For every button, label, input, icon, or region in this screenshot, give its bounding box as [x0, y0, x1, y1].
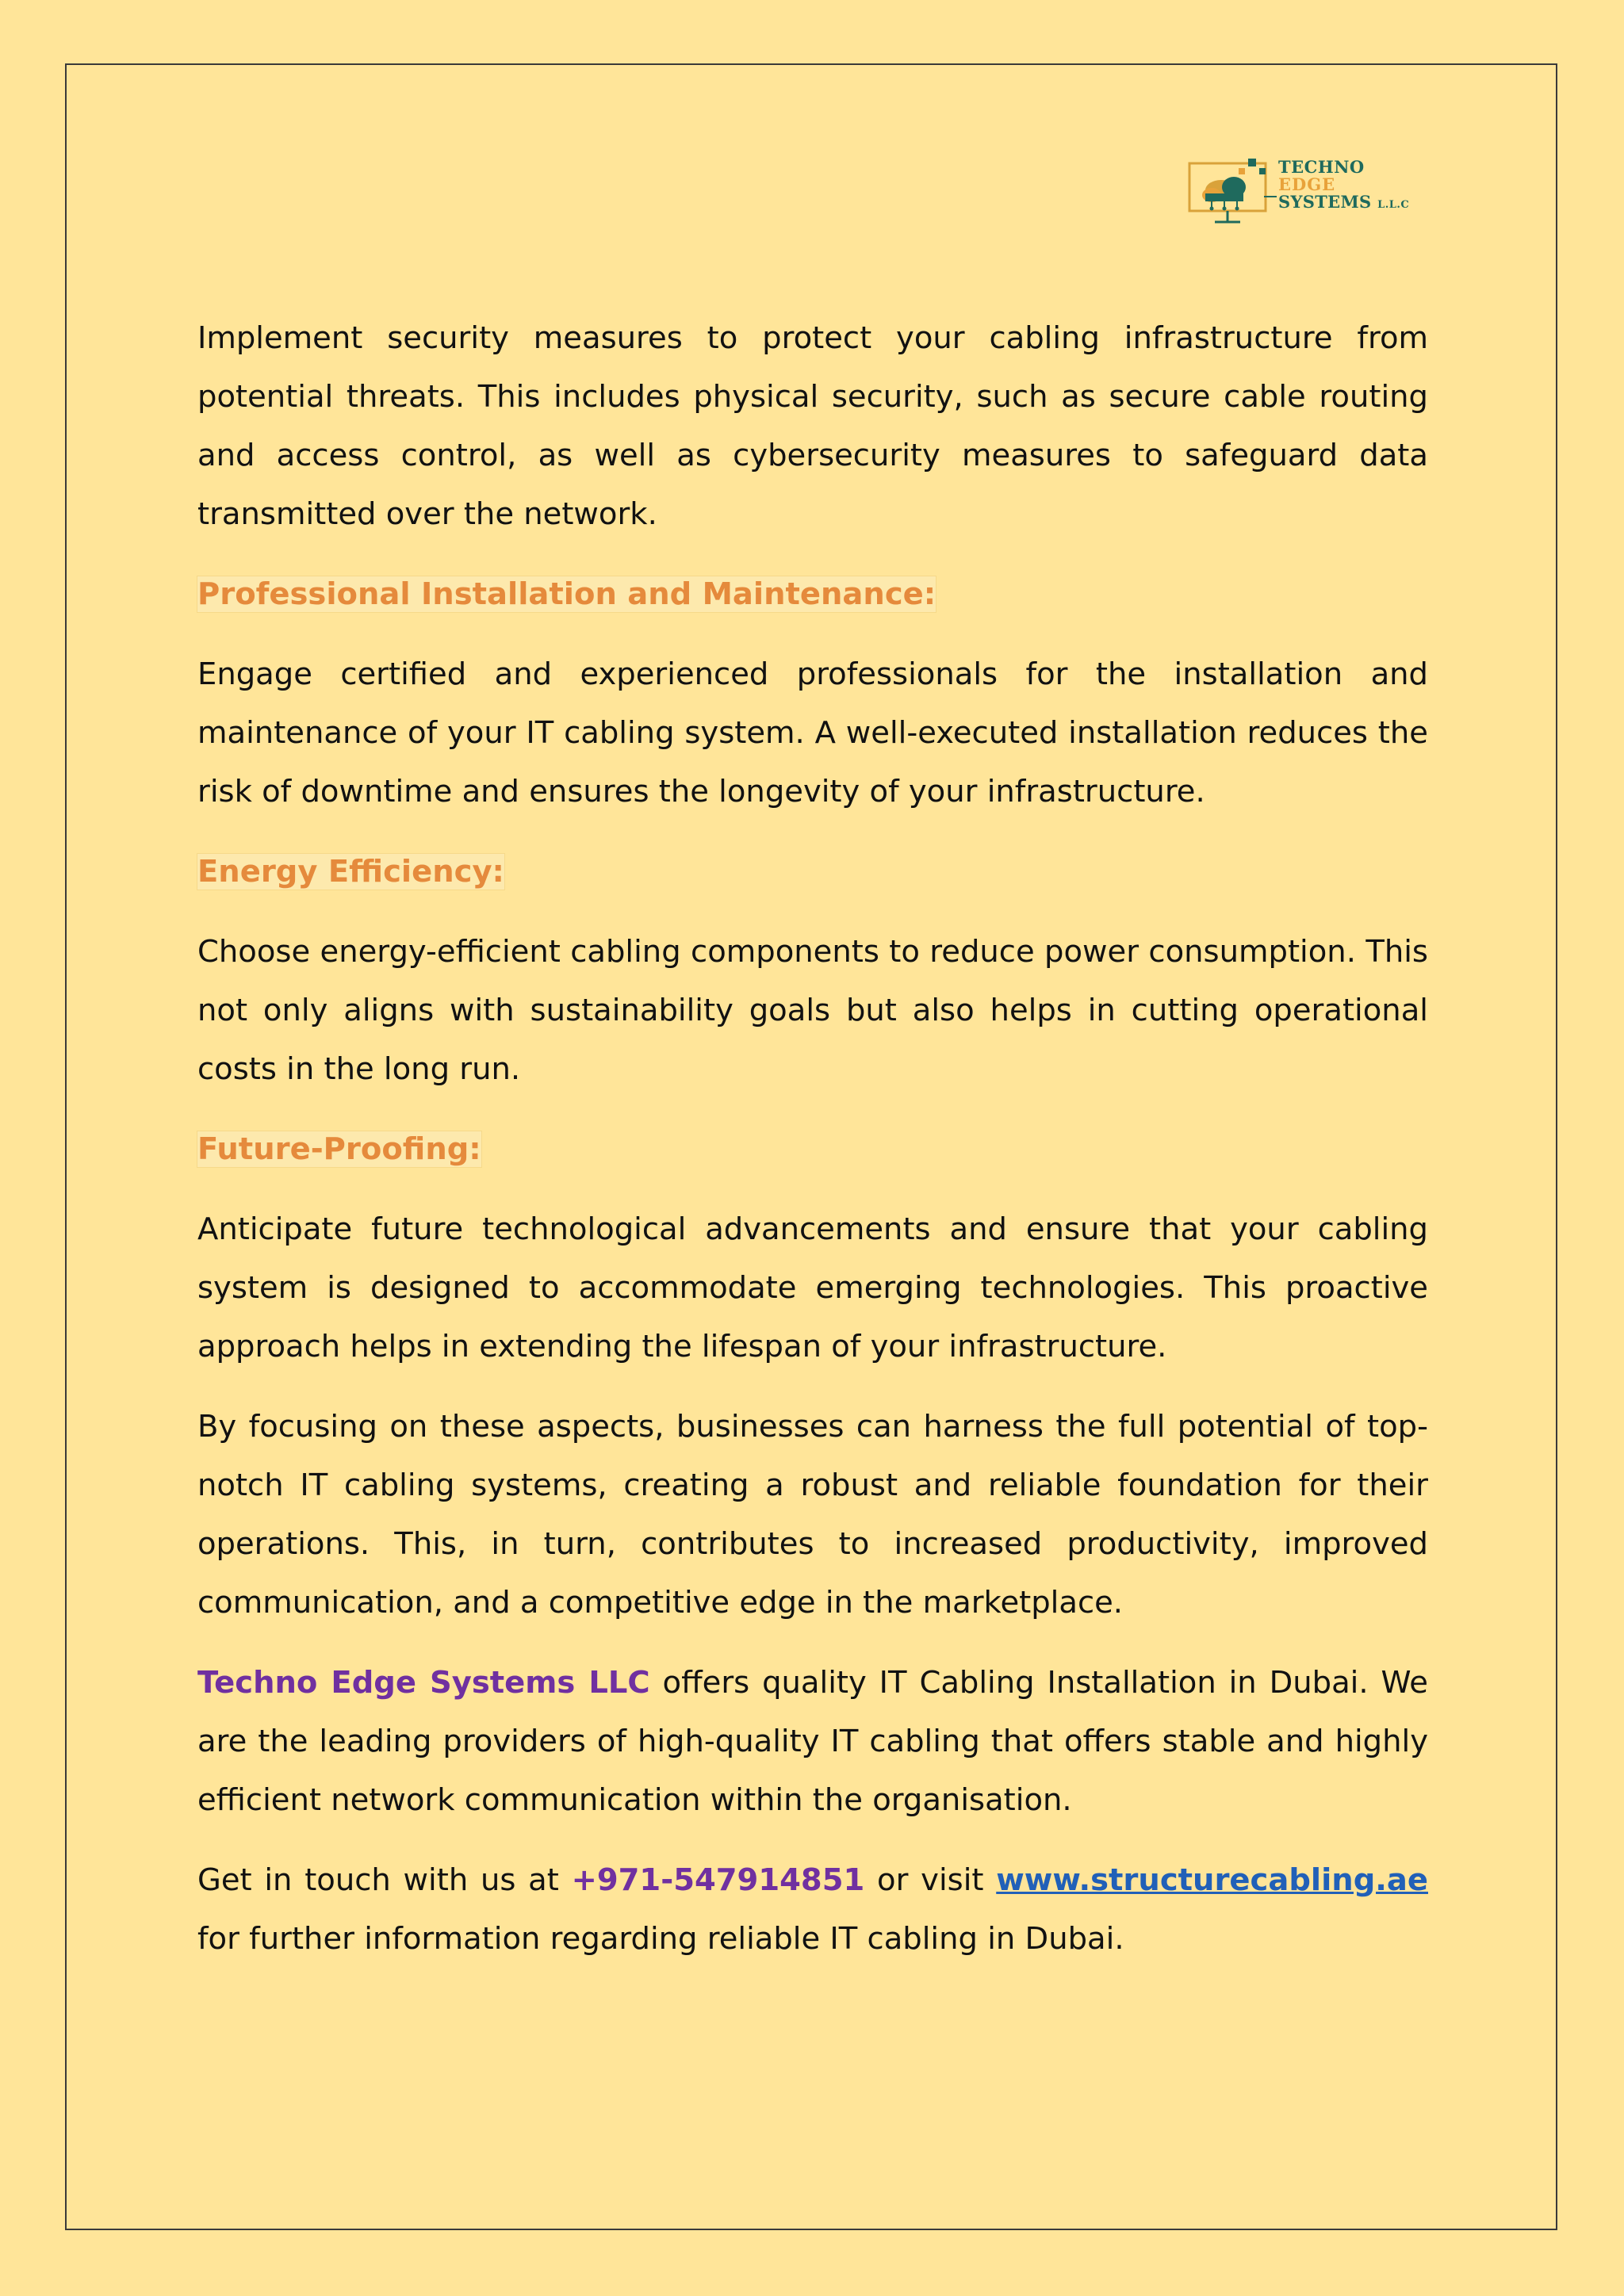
- logo-line-techno: TECHNO: [1278, 157, 1365, 177]
- paragraph-security: Implement security measures to protect your cabling infrastructure from potential threats. This includes physical security, such as secure cable routing and access control, as well as cybersecurity measures to safeguard data transmitted over the network.: [197, 320, 1428, 532]
- document-body: [197, 309, 1428, 1990]
- logo-line-edge: EDGE: [1278, 174, 1336, 194]
- paragraph-future: Anticipate future technological advancements and ensure that your cabling system is designed to accommodate emerging technologies. This proactive approach helps in extending the lifespan of your infrastructure.: [197, 1211, 1428, 1364]
- paragraph-installation: Engage certified and experienced professionals for the installation and maintenance of your IT cabling system. A well-executed installation reduces the risk of downtime and ensures the longevity of your infrastructure.: [197, 656, 1428, 809]
- paragraph-energy: Choose energy-efficient cabling components to reduce power consumption. This not only aligns with sustainability goals but also helps in cutting operational costs in the long run.: [197, 934, 1428, 1087]
- paragraph-company: [197, 1654, 1428, 1830]
- company-name: Techno Edge Systems LLC: [197, 1665, 650, 1701]
- logo-line-systems: SYSTEMS L.L.C: [1278, 192, 1410, 212]
- paragraph-contact: Get in touch with us at +971-547914851 or visit www.structurecabling.ae for further information regarding reliable IT cabling in Dubai.: [197, 1862, 1428, 1957]
- website-link[interactable]: www.structurecabling.ae: [996, 1862, 1428, 1898]
- company-logo-text: [1278, 159, 1409, 214]
- heading-future: Future-Proofing:: [197, 1131, 481, 1167]
- company-description: offers quality IT Cabling Installation in Dubai. We are the leading providers of high-quality IT cabling that offers stable and highly efficient network communication within the organisation.: [197, 1665, 1428, 1818]
- heading-energy: Energy Efficiency:: [197, 854, 504, 890]
- phone-number: +971-547914851: [571, 1862, 865, 1898]
- heading-installation: Professional Installation and Maintenance:: [197, 576, 936, 612]
- logo-llc: L.L.C: [1377, 199, 1410, 211]
- paragraph-focus: By focusing on these aspects, businesses can harness the full potential of top-notch IT cabling systems, creating a robust and reliable foundation for their operations. This, in turn, contributes to increased productivity, improved communication, and a competitive edge in the marketplace.: [197, 1409, 1428, 1621]
